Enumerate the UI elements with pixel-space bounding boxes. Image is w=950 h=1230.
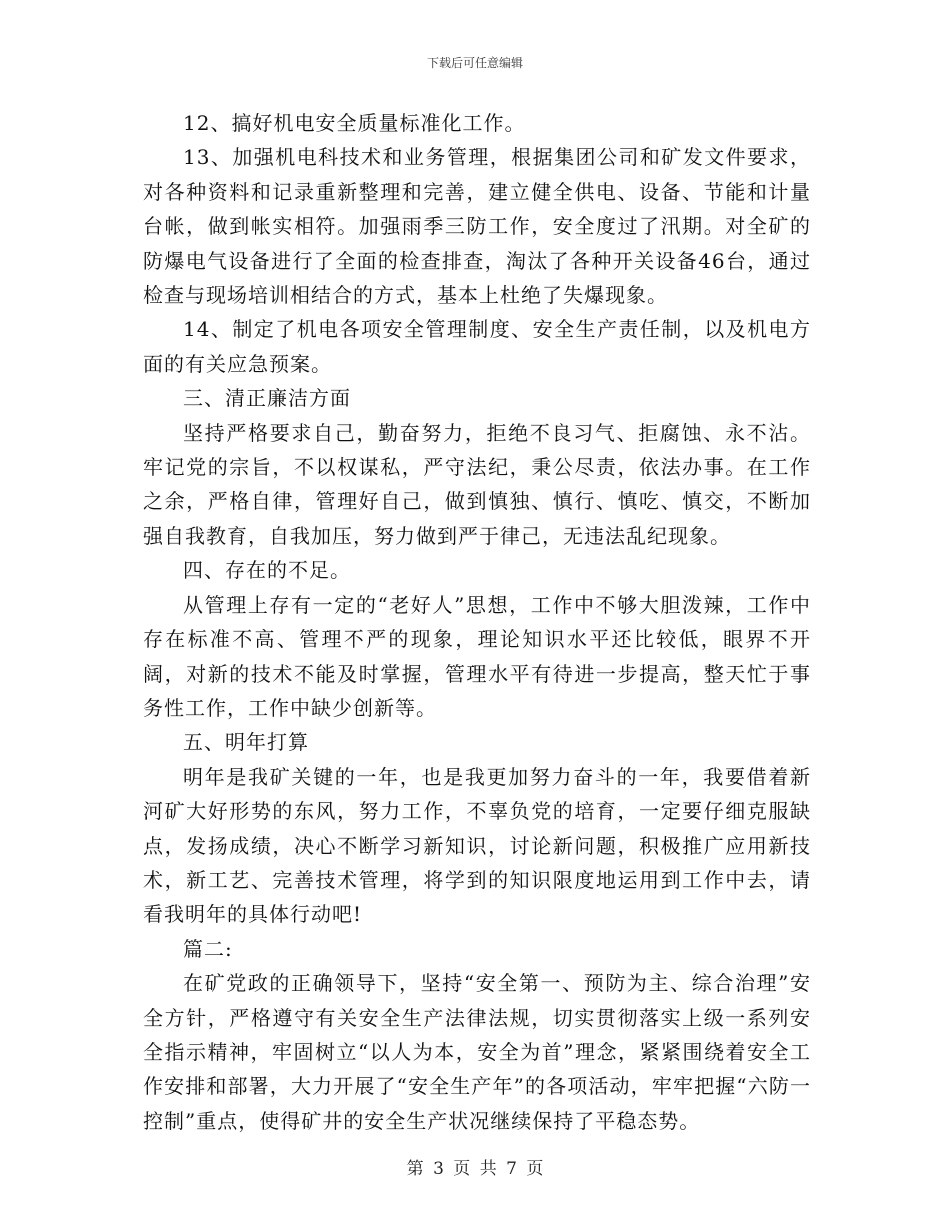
section-heading-next-year: 五、明年打算: [183, 730, 309, 755]
section-heading-integrity: 三、清正廉洁方面: [183, 386, 351, 411]
page-header-note: 下载后可任意编辑: [426, 56, 523, 70]
paragraph-item-13: 13、加强机电科技术和业务管理，根据集团公司和矿发文件要求，对各种资料和记录重新整理和完善，建立健全供电、设备、节能和计量台帐，做到帐实相符。加强雨季三防工作，安全度过了汛期。对全矿的防爆电气设备进行了全面的检查排查，淘汰了各种开关设备46台，通过检查与现场培训相结合的方式，基本上杜绝了失爆现象。: [143, 145, 811, 308]
paragraph-item-12: 12、搞好机电安全质量标准化工作。: [183, 111, 526, 135]
paragraph-integrity: 坚持严格要求自己，勤奋努力，拒绝不良习气、拒腐蚀、永不沾。牢记党的宗旨，不以权谋私，严守法纪，秉公尽责，依法办事。在工作之余，严格自律，管理好自己，做到慎独、慎行、慎吃、慎交，不断加强自我教育，自我加压，努力做到严于律己，无违法乱纪现象。: [143, 420, 811, 548]
paragraph-next-year: 明年是我矿关键的一年，也是我更加努力奋斗的一年，我要借着新河矿大好形势的东风，努力工作，不辜负党的培育，一定要仔细克服缺点，发扬成绩，决心不断学习新知识，讨论新问题，积极推广应用新技术，新工艺、完善技术管理，将学到的知识限度地运用到工作中去，请看我明年的具体行动吧!: [143, 764, 811, 927]
section-heading-shortcomings: 四、存在的不足。: [183, 558, 351, 583]
paragraph-item-14: 14、制定了机电各项安全管理制度、安全生产责任制，以及机电方面的有关应急预案。: [143, 317, 811, 376]
document-body: [143, 106, 811, 1138]
section-heading-part-two: 篇二:: [183, 936, 233, 961]
paragraph-part-two: 在矿党政的正确领导下，坚持“安全第一、预防为主、综合治理”安全方针，严格遵守有关安全生产法律法规，切实贯彻落实上级一系列安全指示精神，牢固树立“以人为本，安全为首”理念，紧紧围绕着安全工作安排和部署，大力开展了“安全生产年”的各项活动，牢牢把握“六防一控制”重点，使得矿井的安全生产状况继续保持了平稳态势。: [143, 971, 811, 1133]
page-number-footer: 第 3 页 共 7 页: [406, 1159, 544, 1179]
paragraph-shortcomings: 从管理上存有一定的“老好人”思想，工作中不够大胆泼辣，工作中存在标准不高、管理不严的现象，理论知识水平还比较低，眼界不开阔，对新的技术不能及时掌握，管理水平有待进一步提高，整天忙于事务性工作，工作中缺少创新等。: [143, 592, 811, 720]
